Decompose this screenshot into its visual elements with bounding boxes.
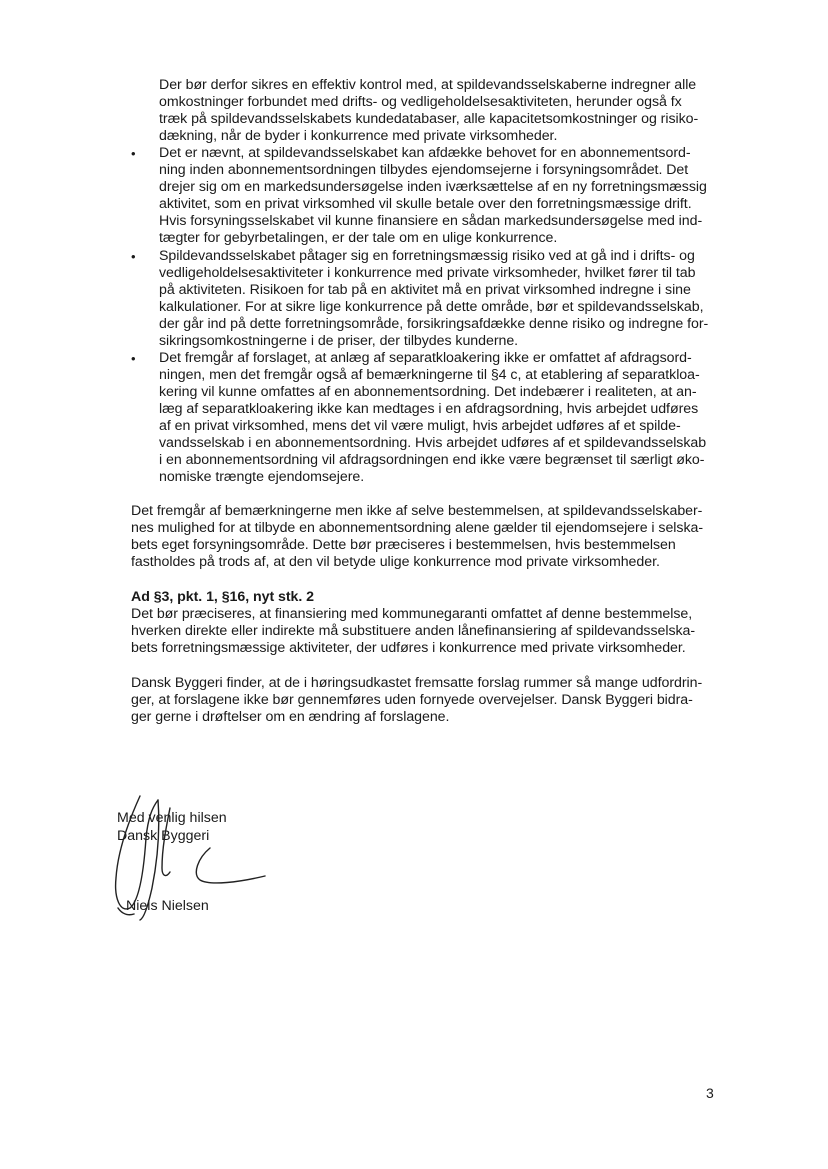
closing-organization: Dansk Byggeri	[117, 828, 210, 844]
text-line: Hvis forsyningsselskabet vil kunne finansiere en sådan markedsundersøgelse med ind-	[159, 213, 703, 229]
text-line: tægter for gebyrbetalingen, er der tale om en ulige konkurrence.	[159, 230, 558, 246]
text-line: Det fremgår af bemærkningerne men ikke af selve bestemmelsen, at spildevandsselskaber-	[131, 503, 703, 519]
text-line: ningen, men det fremgår også af bemærkningerne til §4 c, at etablering af separatkloa-	[159, 367, 700, 383]
text-line: dækning, når de byder i konkurrence med private virksomheder.	[159, 128, 558, 144]
handwritten-signature	[100, 788, 280, 928]
text-line: bets eget forsyningsområde. Dette bør præciseres i bestemmelsen, hvis bestemmelsen	[131, 537, 676, 553]
text-line: i en abonnementsordning vil afdragsordningen end ikke være begrænset til særligt øko-	[159, 452, 705, 468]
text-line: vandsselskab i en abonnementsordning. Hvis arbejdet udføres af et spildevandsselskab	[159, 435, 707, 451]
text-line: kalkulationer. For at sikre lige konkurrence på dette område, bør et spildevandsselskab,	[159, 299, 704, 315]
text-line: nes mulighed for at tilbyde en abonnementsordning alene gælder til ejendomsejere i selska-	[131, 520, 704, 536]
text-line: Det er nævnt, at spildevandsselskabet kan afdække behovet for en abonnementsord-	[159, 145, 691, 161]
text-line: af en privat virksomhed, mens det vil være muligt, hvis arbejdet udføres af et spilde-	[159, 418, 681, 434]
text-line: træk på spildevandsselskabets kundedatabaser, alle kapacitetsomkostninger og risiko-	[159, 111, 699, 127]
signer-name: Niels Nielsen	[126, 898, 209, 914]
text-line: Dansk Byggeri finder, at de i høringsudkastet fremsatte forslag rummer så mange udfordrin-	[131, 675, 703, 691]
text-line: der går ind på dette forretningsområde, forsikringsafdække denne risiko og indregne for-	[159, 316, 709, 332]
text-line: Det bør præciseres, at finansiering med kommunegaranti omfattet af denne bestemmelse,	[131, 606, 693, 622]
text-line: ger gerne i drøftelser om en ændring af forslagene.	[131, 709, 450, 725]
text-line: hverken direkte eller indirekte må substituere anden lånefinansiering af spildevandsselska-	[131, 623, 696, 639]
closing-greeting: Med venlig hilsen	[117, 810, 227, 826]
text-line: Der bør derfor sikres en effektiv kontrol med, at spildevandsselskaberne indregner alle	[159, 77, 697, 93]
section-heading: Ad §3, pkt. 1, §16, nyt stk. 2	[131, 589, 315, 605]
text-line: fastholdes på trods af, at den vil betyde ulige konkurrence mod private virksomheder.	[131, 554, 660, 570]
text-line: ger, at forslagene ikke bør gennemføres uden fornyede overvejelser. Dansk Byggeri bidra-	[131, 692, 693, 708]
text-line: omkostninger forbundet med drifts- og vedligeholdelsesaktiviteten, herunder også fx	[159, 94, 682, 110]
text-line: vedligeholdelsesaktiviteter i konkurrence med private virksomheder, hvilket fører til tab	[159, 265, 696, 281]
text-line: kering vil kunne omfattes af en abonnementsordning. Det indebærer i realiteten, at an-	[159, 384, 697, 400]
text-line: aktivitet, som en privat virksomhed vil skulle betale over den forretningsmæssige drift.	[159, 196, 692, 212]
text-line: Det fremgår af forslaget, at anlæg af separatkloakering ikke er omfattet af afdragsord-	[159, 350, 692, 366]
text-line: på aktiviteten. Risikoen for tab på en aktivitet må en privat virksomhed indregne i sine	[159, 282, 691, 298]
text-line: ning inden abonnementsordningen tilbydes ejendomsejerne i forsyningsområdet. Det	[159, 162, 689, 178]
page-number: 3	[706, 1085, 714, 1101]
text-line: drejer sig om en markedsundersøgelse inden iværksættelse af en ny forretningsmæssig	[159, 179, 707, 195]
text-line: nomiske trængte ejendomsejere.	[159, 469, 365, 485]
bullet-icon: •	[131, 351, 136, 366]
text-line: bets forretningsmæssige aktiviteter, der udføres i konkurrence med private virksomheder.	[131, 640, 686, 656]
text-line: læg af separatkloakering ikke kan medtages i en afdragsordning, hvis arbejdet udføres	[159, 401, 699, 417]
text-line: sikringsomkostningerne i de priser, der tilbydes kunderne.	[159, 333, 519, 349]
bullet-icon: •	[131, 146, 136, 161]
text-line: Spildevandsselskabet påtager sig en forretningsmæssig risiko ved at gå ind i drifts- og	[159, 248, 695, 264]
bullet-icon: •	[131, 249, 136, 264]
